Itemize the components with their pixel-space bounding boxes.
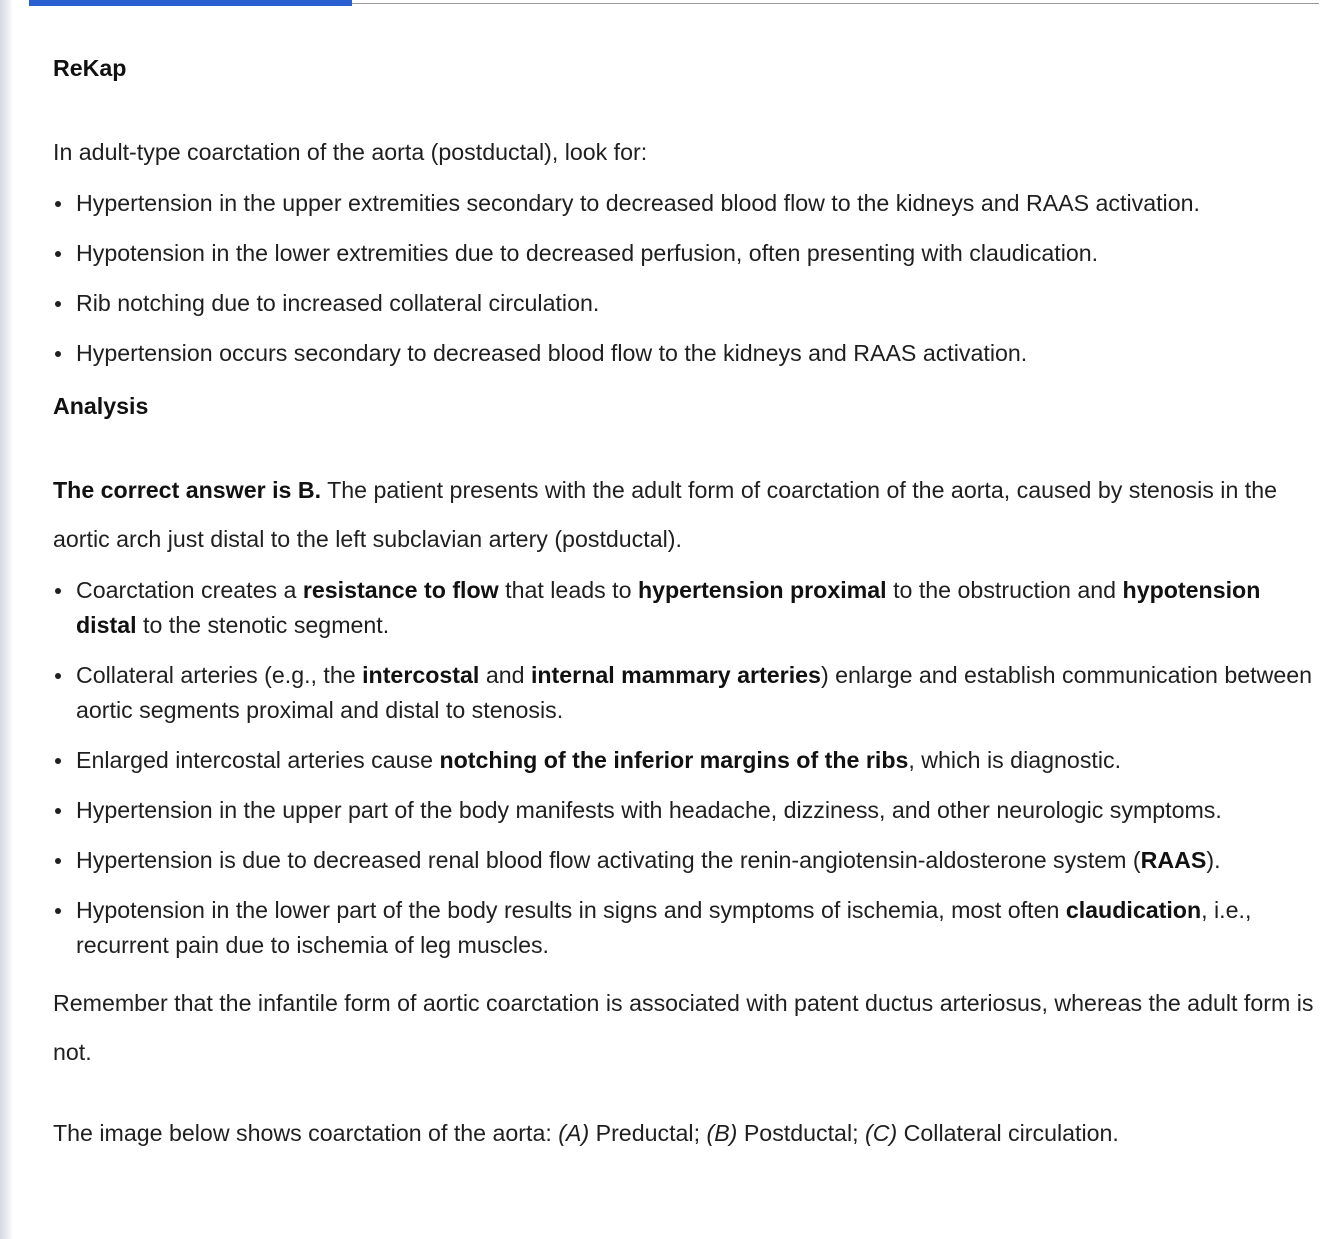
list-item: Hypertension occurs secondary to decreased blood flow to the kidneys and RAAS activation. bbox=[53, 336, 1318, 371]
rekap-intro: In adult-type coarctation of the aorta (postductal), look for: bbox=[53, 139, 648, 165]
progress-bar bbox=[29, 0, 352, 6]
list-item: Hypertension in the upper part of the body manifests with headache, dizziness, and other neurologic symptoms. bbox=[53, 793, 1318, 828]
analysis-heading: Analysis bbox=[53, 392, 149, 419]
list-item: Hypertension in the upper extremities secondary to decreased blood flow to the kidneys and RAAS activation. bbox=[53, 186, 1318, 221]
image-caption: The image below shows coarctation of the aorta: (A) Preductal; (B) Postductal; (C) Collateral circulation. bbox=[53, 1119, 1119, 1146]
analysis-list bbox=[53, 573, 1318, 963]
list-item: Hypotension in the lower extremities due to decreased perfusion, often presenting with claudication. bbox=[53, 236, 1318, 271]
list-item: Coarctation creates a resistance to flow that leads to hypertension proximal to the obstruction and hypotension distal to the stenotic segment. bbox=[53, 573, 1318, 643]
list-item: Collateral arteries (e.g., the intercostal and internal mammary arteries) enlarge and establish communication between aortic segments proximal and distal to stenosis. bbox=[53, 658, 1318, 728]
remember-paragraph: Remember that the infantile form of aortic coarctation is associated with patent ductus arteriosus, whereas the adult form is not. bbox=[53, 989, 1314, 1066]
rekap-heading: ReKap bbox=[53, 55, 127, 81]
answer-explanation: The patient presents with the adult form of coarctation of the aorta, caused by stenosis in the aortic arch just distal to the left subclavian artery (postductal). bbox=[53, 476, 1278, 553]
list-item: Hypertension is due to decreased renal blood flow activating the renin-angiotensin-aldosterone system (RAAS). bbox=[53, 843, 1318, 878]
correct-answer-paragraph bbox=[53, 466, 1318, 565]
list-item: Enlarged intercostal arteries cause notching of the inferior margins of the ribs, which is diagnostic. bbox=[53, 743, 1318, 778]
list-item: Hypotension in the lower part of the body results in signs and symptoms of ischemia, most often claudication, i.e., recurrent pain due to ischemia of leg muscles. bbox=[53, 893, 1318, 963]
panel-edge-shadow bbox=[0, 0, 13, 1239]
rekap-list bbox=[53, 186, 1318, 371]
correct-answer-label: The correct answer is B. bbox=[53, 476, 322, 503]
explanation-content bbox=[53, 48, 1318, 1159]
list-item: Rib notching due to increased collateral circulation. bbox=[53, 286, 1318, 321]
